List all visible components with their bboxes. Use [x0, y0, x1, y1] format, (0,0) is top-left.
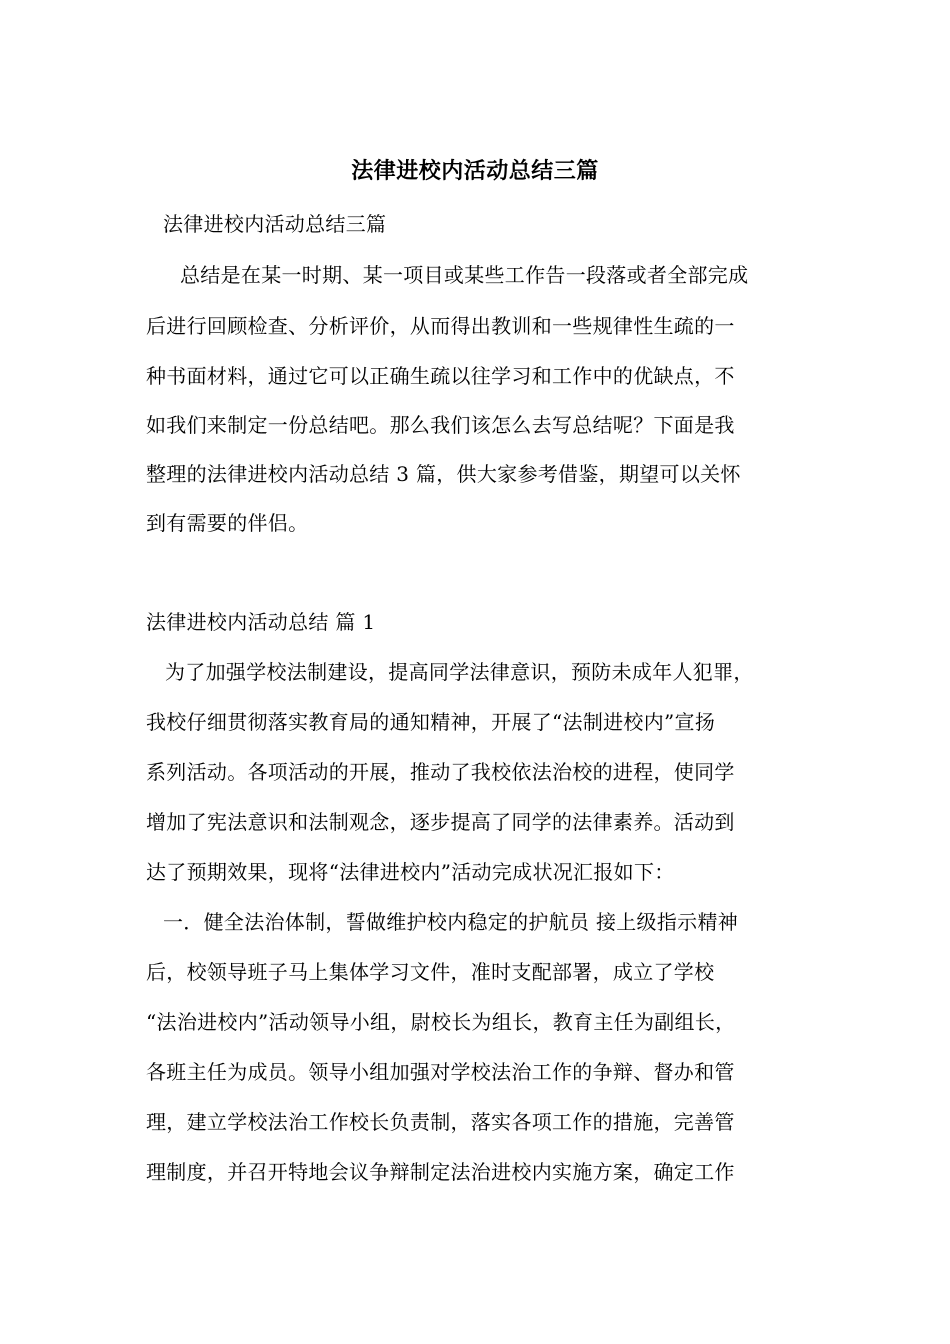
body-line: 我校仔细贯彻落实教育局的通知精神，开展了“法制进校内”宣扬 — [146, 710, 716, 734]
document-subtitle: 法律进校内活动总结三篇 — [163, 212, 387, 236]
body-line: 为了加强学校法制建设，提高同学法律意识，预防未成年人犯罪， — [165, 660, 754, 684]
body-line: 理，建立学校法治工作校长负责制，落实各项工作的措施，完善管 — [146, 1110, 735, 1134]
body-line: 达了预期效果，现将“法律进校内”活动完成状况汇报如下： — [146, 860, 675, 884]
intro-line: 种书面材料，通过它可以正确生疏以往学习和工作中的优缺点，不 — [146, 364, 735, 388]
intro-line: 总结是在某一时期、某一项目或某些工作告一段落或者全部完成 — [180, 263, 749, 287]
body-line: 增加了宪法意识和法制观念，逐步提高了同学的法律素养。活动到 — [146, 810, 735, 834]
section-heading: 法律进校内活动总结 篇 1 — [146, 610, 376, 634]
body-line: 系列活动。各项活动的开展，推动了我校依法治校的进程，使同学 — [146, 760, 735, 784]
intro-line: 如我们来制定一份总结吧。那么我们该怎么去写总结呢？下面是我 — [146, 413, 735, 437]
intro-line: 后进行回顾检查、分析评价，从而得出教训和一些规律性生疏的一 — [146, 314, 735, 338]
body-line: 后，校领导班子马上集体学习文件，准时支配部署，成立了学校 — [146, 960, 715, 984]
intro-line: 到有需要的伴侣。 — [146, 511, 309, 535]
body-line: 各班主任为成员。领导小组加强对学校法治工作的争辩、督办和管 — [146, 1060, 735, 1084]
intro-line: 整理的法律进校内活动总结 3 篇，供大家参考借鉴，期望可以关怀 — [146, 462, 741, 486]
body-line: 一．健全法治体制，誓做维护校内稳定的护航员 接上级指示精神 — [163, 910, 739, 934]
body-line: 理制度，并召开特地会议争辩制定法治进校内实施方案，确定工作 — [146, 1160, 735, 1184]
body-line: “法治进校内”活动领导小组，尉校长为组长，教育主任为副组长， — [146, 1010, 736, 1034]
document-title: 法律进校内活动总结三篇 — [351, 158, 599, 184]
